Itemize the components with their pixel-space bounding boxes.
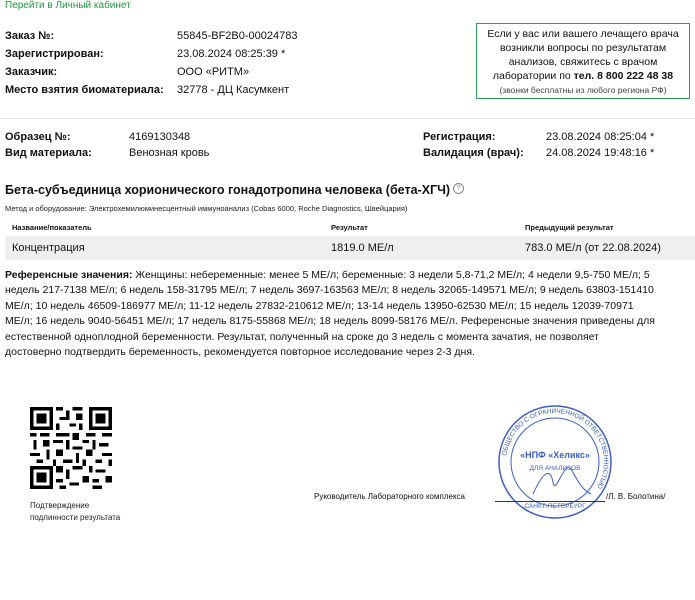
col-header-result: Результат — [331, 223, 368, 232]
contact-line-4-prefix: лаборатории по — [492, 70, 574, 82]
validation-value: 24.08.2024 19:48:16 * — [546, 147, 655, 159]
contact-line-1: Если у вас или вашего лечащего врача — [487, 28, 679, 40]
refs-line: МЕ/л; 10 недель 46509-186977 МЕ/л; 11-12 недель 27832-210612 МЕ/л; 13-14 недель 13950-62530 МЕ/л; 15 недель 12039-70971 — [5, 299, 634, 312]
contact-line-2: возникли вопросы по результатам — [499, 42, 667, 54]
divider — [0, 118, 695, 119]
customer-row — [5, 63, 297, 81]
order-info — [5, 27, 297, 99]
reference-values — [5, 268, 695, 358]
sample-number-value: 4169130348 — [129, 131, 191, 143]
col-header-previous: Предыдущий результат — [525, 223, 614, 232]
collection-site-label: Место взятия биоматериала: — [5, 84, 164, 96]
order-value: 55845-BF2B0-00024783 — [177, 30, 298, 42]
sample-number-row — [5, 131, 190, 143]
qr-caption-line-1: Подтверждение — [30, 501, 90, 510]
refs-line — [5, 268, 695, 283]
refs-line: МЕ/л; 16 недель 9040-56451 МЕ/л; 17 недель 8175-55868 МЕ/л; 18 недель 8099-58176 МЕ/л. Референсные значения приведены для — [5, 315, 655, 328]
col-header-name: Название/показатель — [12, 223, 92, 232]
qr-caption-line-2: подлинности результата — [30, 513, 121, 522]
registered-label: Зарегистрирован: — [5, 48, 104, 60]
refs-line: достоверно подтвердить беременность, рекомендуется повторное исследование через 2-3 дня. — [5, 346, 475, 358]
registered-row — [5, 45, 297, 63]
stamp-seal — [495, 402, 615, 522]
test-title-text: Бета-субъединица хорионического гонадотропина человека (бета-ХГЧ) — [5, 183, 451, 197]
material-label: Вид материала: — [5, 147, 92, 159]
stamp-name: «НПФ «Хеликс» — [520, 450, 590, 460]
contact-phone[interactable]: тел. 8 800 222 48 38 — [573, 70, 674, 82]
stamp-sub: ДЛЯ АНАЛИЗОВ — [529, 465, 581, 472]
qr-caption — [30, 500, 150, 524]
test-method: Метод и оборудование: Электрохемилюминесцентный иммуноанализ (Cobas 6000, Roche Diagnostics, Швейцария) — [5, 204, 408, 213]
head-of-lab-label: Руководитель Лабораторного комплекса — [314, 492, 465, 501]
signature-line — [495, 501, 605, 502]
signer-name: /Л. В. Болотина/ — [606, 492, 666, 501]
validation-row — [423, 147, 654, 159]
info-icon[interactable]: ? — [453, 183, 464, 194]
test-title — [5, 183, 464, 197]
refs-label: Референсные значения: — [5, 269, 133, 281]
registration-value: 23.08.2024 08:25:04 * — [546, 131, 655, 143]
order-number-row — [5, 27, 297, 45]
collection-site-value: 32778 - ДЦ Касумкент — [177, 84, 290, 96]
doctor-contact-box — [476, 23, 690, 99]
qr-code-icon[interactable] — [30, 407, 112, 489]
refs-line: недель 217-7138 МЕ/л; 6 недель 158-31795 МЕ/л; 7 недель 3697-163563 МЕ/л; 8 недель 32065-149571 МЕ/л; 9 недель 63803-151410 — [5, 284, 654, 297]
previous-result-value: 783.0 МЕ/л (от 22.08.2024) — [525, 242, 661, 254]
contact-note: (звонки бесплатны из любого региона РФ) — [499, 85, 667, 95]
stamp-city: САНКТ-ПЕТЕРБУРГ — [524, 503, 586, 510]
refs-line-text: Женщины: небеременные: менее 5 МЕ/л; беременные: 3 недели 5,8-71,2 МЕ/л; 4 недели 9,5-750 МЕ/л; 5 — [135, 269, 650, 281]
material-value: Венозная кровь — [129, 147, 210, 159]
collection-site-row — [5, 81, 297, 99]
order-label: Заказ №: — [5, 30, 55, 42]
result-name: Концентрация — [12, 242, 85, 254]
customer-value: ООО «РИТМ» — [177, 66, 250, 78]
registered-value: 23.08.2024 08:25:39 * — [177, 48, 286, 60]
validation-label: Валидация (врач): — [423, 147, 524, 159]
customer-label: Заказчик: — [5, 66, 58, 78]
registration-row — [423, 131, 654, 143]
result-value: 1819.0 МЕ/л — [331, 242, 394, 254]
contact-line-3: анализов, свяжитесь с врачом — [508, 56, 658, 68]
refs-line: естественной одноплодной беременности. Результат, полученный на сроке до 3 недель с момента зачатия, не позволяет — [5, 330, 599, 343]
sample-number-label: Образец №: — [5, 131, 71, 143]
contact-line-4 — [477, 69, 689, 83]
personal-cabinet-link[interactable]: Перейти в Личный кабинет — [5, 0, 131, 11]
registration-label: Регистрация: — [423, 131, 496, 143]
material-row — [5, 147, 209, 159]
stamp-ring-text: ОБЩЕСТВО С ОГРАНИЧЕННОЙ ОТВЕТСТВЕННОСТЬЮ — [501, 407, 610, 490]
